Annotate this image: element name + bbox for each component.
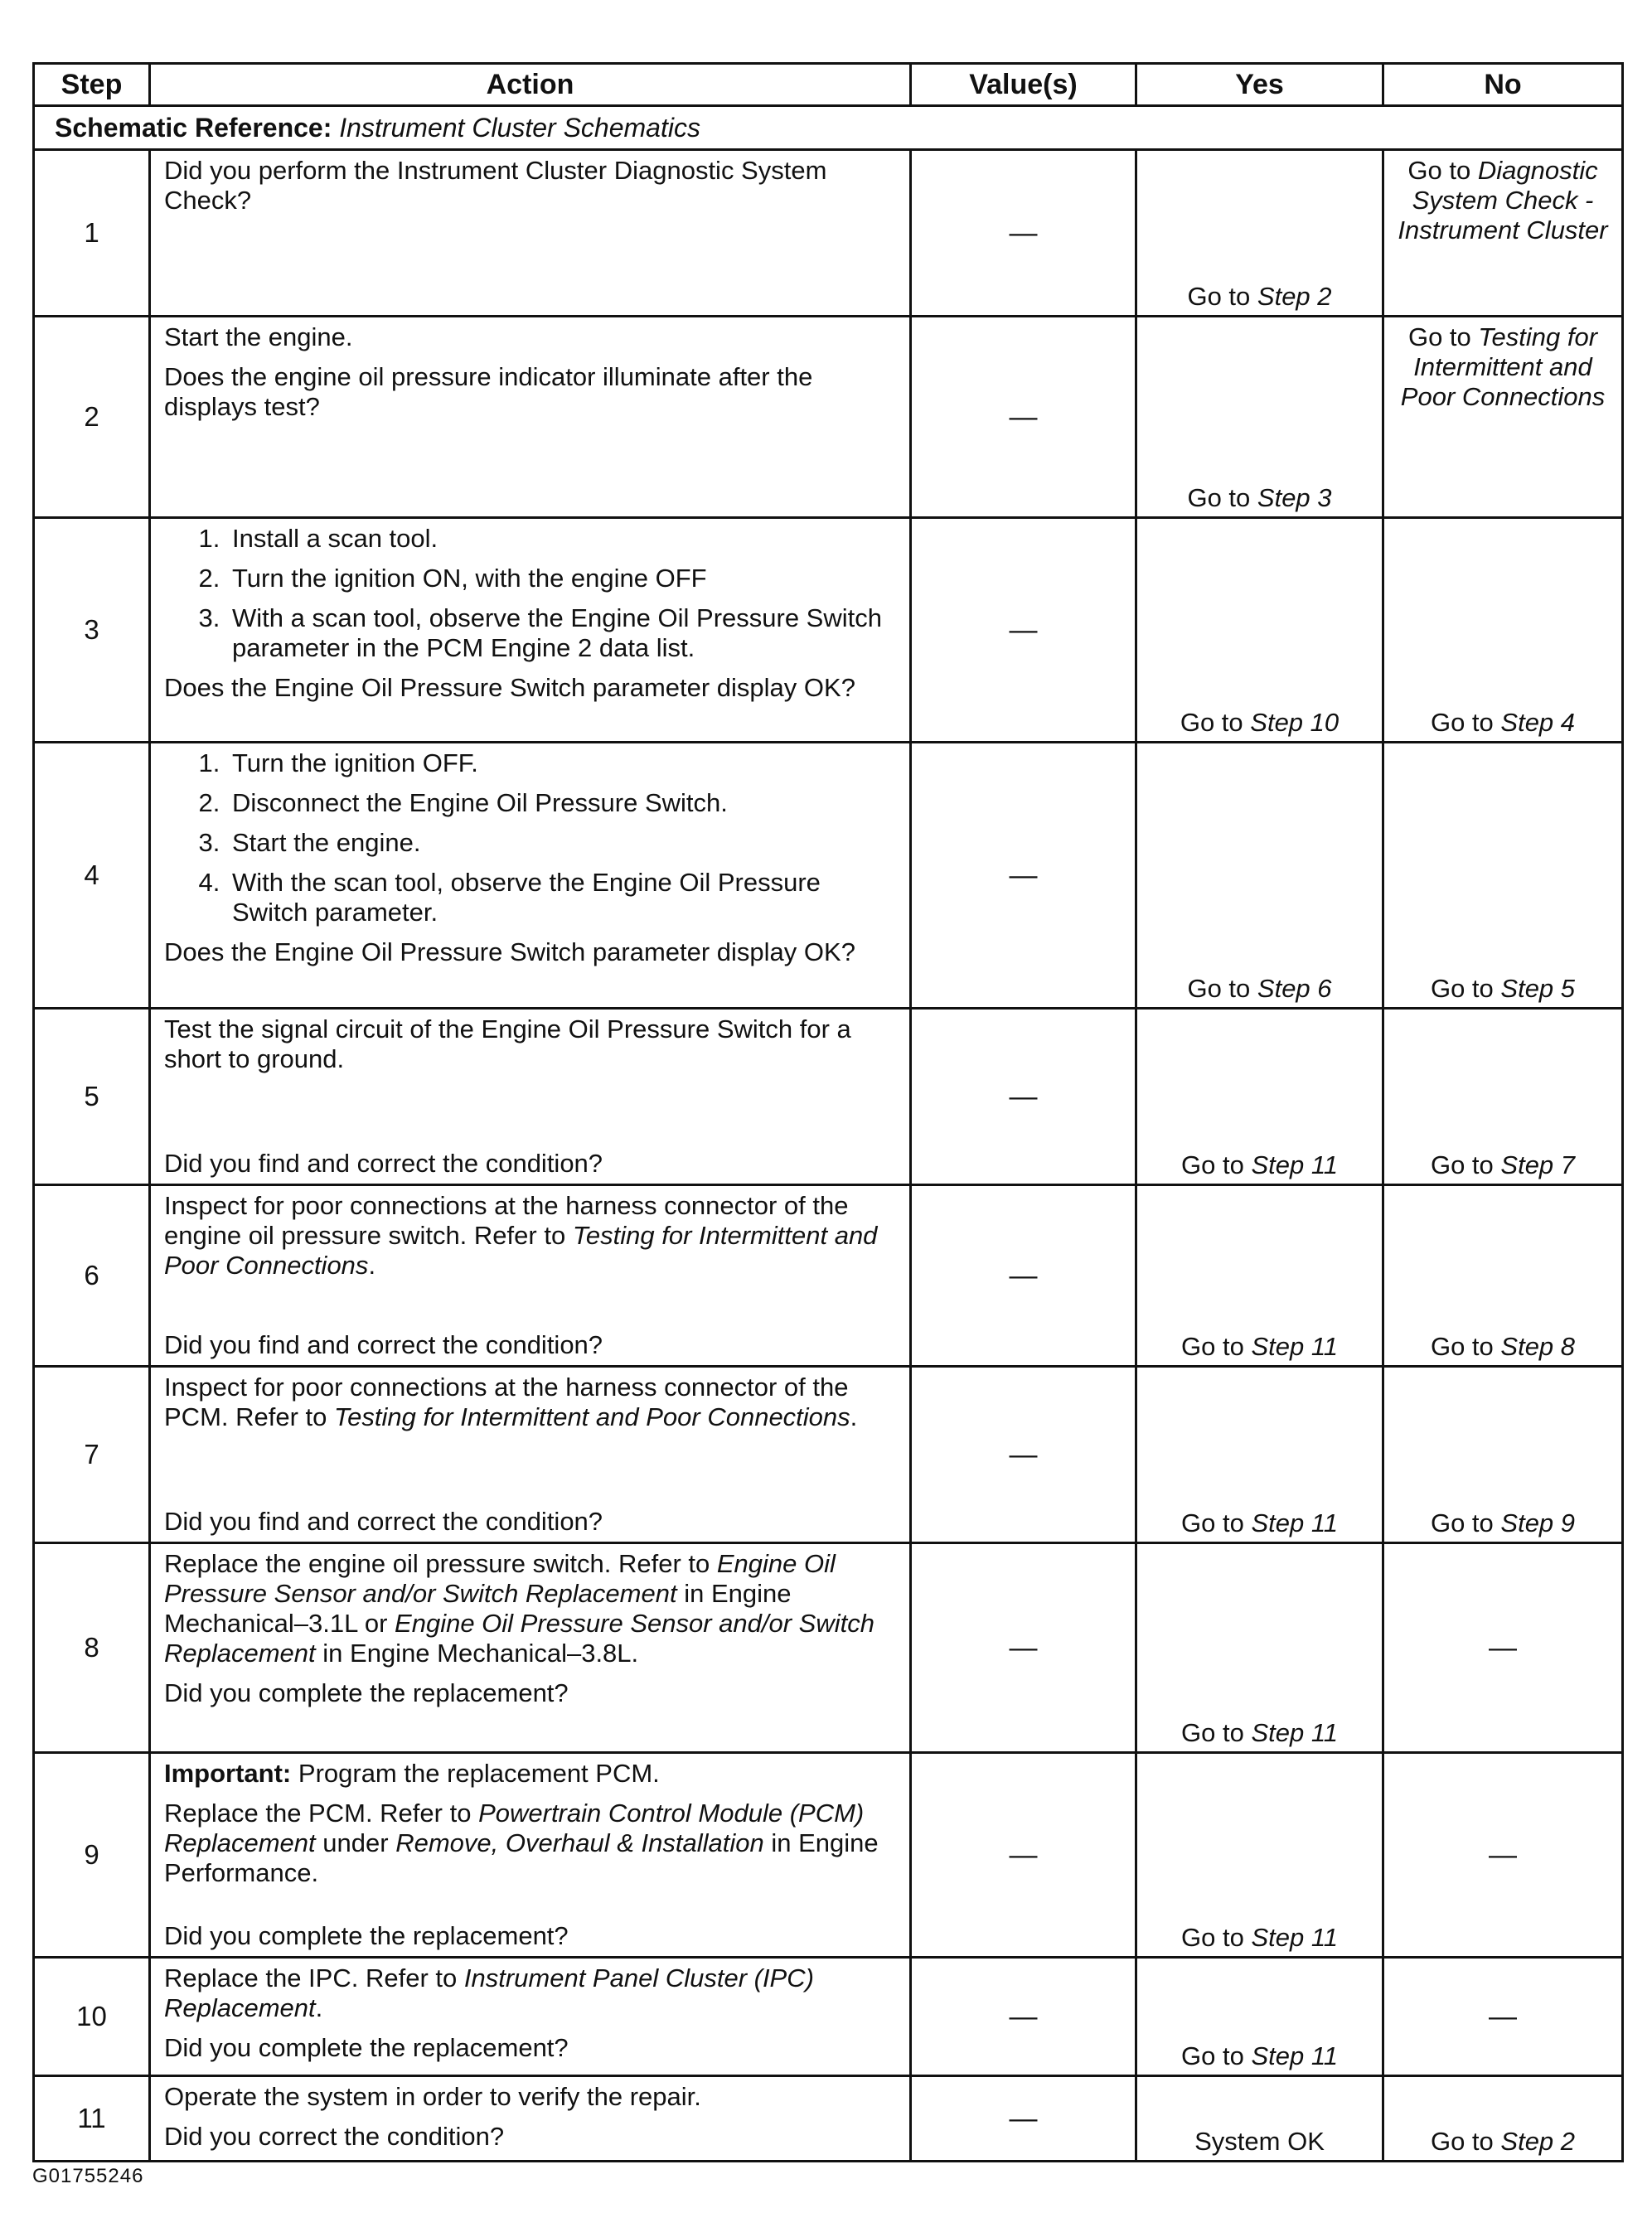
- value-cell: —: [911, 1958, 1136, 2076]
- schematic-reference-link[interactable]: Instrument Cluster Schematics: [339, 112, 700, 143]
- no-cell: [1383, 150, 1623, 317]
- action-text: Inspect for poor connections at the harness connector of the PCM. Refer to: [164, 1373, 849, 1431]
- table-row-step-3: [34, 518, 1623, 743]
- yes-cell: [1136, 1958, 1383, 2076]
- action-text: Inspect for poor connections at the harness connector of the engine oil pressure switch. Refer to: [164, 1191, 849, 1250]
- table-row-step-6: [34, 1185, 1623, 1367]
- action-steps-list: [164, 748, 898, 927]
- header-row: [34, 64, 1623, 106]
- yes-cell: [1136, 1009, 1383, 1185]
- action-cell: [150, 743, 911, 1009]
- action-cell: [150, 150, 911, 317]
- action-cell: [150, 518, 911, 743]
- action-question: Did you correct the condition?: [164, 2122, 505, 2151]
- action-cell: [150, 1367, 911, 1543]
- action-cell: [150, 1958, 911, 2076]
- action-reference-link[interactable]: Testing for Intermittent and Poor Connections: [334, 1402, 850, 1431]
- no-dash: —: [1489, 1839, 1517, 1871]
- no-prefix: Go to: [1430, 1508, 1494, 1537]
- no-dash: —: [1489, 1632, 1517, 1663]
- action-reference-link[interactable]: Testing for Intermittent and Poor Connections: [164, 1221, 878, 1280]
- value-cell: —: [911, 1009, 1136, 1185]
- action-cell: [150, 2076, 911, 2162]
- yes-target: Step 11: [1251, 1508, 1339, 1537]
- no-link[interactable]: [1388, 1508, 1618, 1538]
- action-question: Did you find and correct the condition?: [164, 1507, 603, 1536]
- action-text: .: [315, 1993, 323, 2022]
- yes-prefix: Go to: [1187, 483, 1251, 512]
- yes-prefix: Go to: [1180, 1923, 1244, 1952]
- yes-link[interactable]: [1141, 2041, 1378, 2071]
- action-text: in Engine Mechanical–3.1L or: [164, 1579, 792, 1638]
- yes-link[interactable]: [1141, 282, 1378, 312]
- no-target: Step 5: [1500, 974, 1576, 1003]
- yes-prefix: Go to: [1180, 708, 1243, 737]
- value-cell: —: [911, 150, 1136, 317]
- no-cell: [1383, 1753, 1623, 1958]
- no-cell: [1383, 743, 1623, 1009]
- yes-link[interactable]: [1141, 483, 1378, 513]
- action-instruction: [164, 1191, 898, 1281]
- action-important: [164, 1759, 898, 1789]
- no-prefix: Go to: [1430, 1332, 1494, 1361]
- yes-cell: [1136, 518, 1383, 743]
- action-reference-link[interactable]: Remove, Overhaul & Installation: [395, 1828, 764, 1857]
- value-cell: —: [911, 1543, 1136, 1753]
- yes-cell: [1136, 1543, 1383, 1753]
- no-link[interactable]: [1388, 156, 1618, 245]
- yes-target: Step 11: [1251, 1332, 1339, 1361]
- action-question: Did you complete the replacement?: [164, 1921, 569, 1950]
- schematic-reference: [34, 106, 1623, 150]
- yes-target: Step 3: [1257, 483, 1332, 512]
- yes-cell: [1136, 2076, 1383, 2162]
- no-link[interactable]: [1388, 322, 1618, 412]
- yes-cell: [1136, 1753, 1383, 1958]
- table-row-step-7: [34, 1367, 1623, 1543]
- no-prefix: Go to: [1430, 974, 1494, 1003]
- action-instruction: [164, 1963, 898, 2023]
- no-cell: [1383, 1367, 1623, 1543]
- yes-cell: [1136, 317, 1383, 518]
- value-cell: —: [911, 1753, 1136, 1958]
- no-target: Step 9: [1500, 1508, 1576, 1537]
- schematic-reference-row: [34, 106, 1623, 150]
- no-target: Diagnostic System Check - Instrument Cluster: [1398, 156, 1608, 245]
- no-cell: [1383, 1958, 1623, 2076]
- no-link[interactable]: [1388, 1150, 1618, 1180]
- header-no: No: [1383, 64, 1623, 106]
- action-cell: [150, 317, 911, 518]
- no-cell: [1383, 2076, 1623, 2162]
- action-text: under: [322, 1828, 389, 1857]
- table-row-step-10: [34, 1958, 1623, 2076]
- yes-link[interactable]: [1141, 1718, 1378, 1748]
- list-item: 1. Install a scan tool.: [227, 524, 898, 554]
- action-text: in Engine Performance.: [164, 1828, 879, 1887]
- action-question: Does the Engine Oil Pressure Switch parameter display OK?: [164, 673, 855, 702]
- action-reference-link[interactable]: Engine Oil Pressure Sensor and/or Switch Replacement: [164, 1549, 836, 1608]
- action-cell: [150, 1185, 911, 1367]
- yes-link[interactable]: [1141, 1150, 1378, 1180]
- yes-prefix: Go to: [1180, 1150, 1244, 1179]
- no-link[interactable]: [1388, 974, 1618, 1004]
- action-text: Replace the PCM. Refer to: [164, 1799, 472, 1828]
- action-question: Did you complete the replacement?: [164, 1678, 569, 1707]
- list-item: 2. Disconnect the Engine Oil Pressure Switch.: [227, 788, 898, 818]
- header-action: Action: [150, 64, 911, 106]
- yes-target: Step 2: [1257, 282, 1332, 311]
- table-row-step-5: [34, 1009, 1623, 1185]
- table-row-step-11: [34, 2076, 1623, 2162]
- table-row-step-4: [34, 743, 1623, 1009]
- action-question: Did you find and correct the condition?: [164, 1149, 603, 1178]
- yes-target: Step 6: [1257, 974, 1332, 1003]
- step-number: 4: [34, 743, 150, 1009]
- action-question: Did you complete the replacement?: [164, 2033, 569, 2062]
- no-prefix: Go to: [1430, 1150, 1494, 1179]
- list-item: 4. With the scan tool, observe the Engine Oil Pressure Switch parameter.: [227, 868, 898, 927]
- figure-id: G01755246: [32, 2165, 144, 2187]
- step-number: 11: [34, 2076, 150, 2162]
- yes-link[interactable]: [1141, 1923, 1378, 1953]
- action-cell: [150, 1009, 911, 1185]
- yes-cell: [1136, 150, 1383, 317]
- action-intro: Operate the system in order to verify the repair.: [164, 2082, 701, 2111]
- step-number: 2: [34, 317, 150, 518]
- action-intro: Start the engine.: [164, 322, 353, 351]
- yes-link[interactable]: [1141, 974, 1378, 1004]
- list-item: 3. With a scan tool, observe the Engine Oil Pressure Switch parameter in the PCM Engine 2 data list.: [227, 603, 898, 663]
- no-dash: —: [1489, 2001, 1517, 2032]
- header-values: Value(s): [911, 64, 1136, 106]
- yes-prefix: Go to: [1180, 1332, 1244, 1361]
- important-label: Important:: [164, 1759, 292, 1788]
- action-reference-link[interactable]: Powertrain Control Module (PCM) Replacement: [164, 1799, 865, 1857]
- value-cell: —: [911, 1185, 1136, 1367]
- table-row-step-8: [34, 1543, 1623, 1753]
- value-cell: —: [911, 518, 1136, 743]
- yes-target: Step 11: [1251, 1150, 1339, 1179]
- header-yes: Yes: [1136, 64, 1383, 106]
- table-row-step-9: [34, 1753, 1623, 1958]
- no-prefix: Go to: [1430, 708, 1494, 737]
- step-number: 6: [34, 1185, 150, 1367]
- no-cell: [1383, 1185, 1623, 1367]
- step-number: 7: [34, 1367, 150, 1543]
- yes-prefix: Go to: [1187, 282, 1251, 311]
- step-number: 5: [34, 1009, 150, 1185]
- no-target: Step 2: [1500, 2127, 1576, 2156]
- yes-cell: [1136, 743, 1383, 1009]
- list-item: 1. Turn the ignition OFF.: [227, 748, 898, 778]
- action-question: Did you perform the Instrument Cluster Diagnostic System Check?: [164, 156, 827, 215]
- yes-cell: [1136, 1185, 1383, 1367]
- no-link[interactable]: [1388, 2127, 1618, 2157]
- action-cell: [150, 1543, 911, 1753]
- no-target: Step 4: [1500, 708, 1576, 737]
- yes-link[interactable]: [1141, 1508, 1378, 1538]
- action-reference-link[interactable]: Instrument Panel Cluster (IPC) Replacement: [164, 1963, 814, 2022]
- action-question: Did you find and correct the condition?: [164, 1330, 603, 1359]
- yes-target: Step 11: [1251, 1923, 1339, 1952]
- action-intro: Test the signal circuit of the Engine Oil Pressure Switch for a short to ground.: [164, 1014, 851, 1073]
- no-prefix: Go to: [1407, 322, 1471, 351]
- no-prefix: Go to: [1430, 2127, 1494, 2156]
- yes-target: Step 10: [1250, 708, 1340, 737]
- yes-prefix: Go to: [1180, 2041, 1244, 2070]
- yes-prefix: Go to: [1187, 974, 1251, 1003]
- no-prefix: Go to: [1407, 156, 1471, 185]
- action-text: Replace the IPC. Refer to: [164, 1963, 458, 1992]
- yes-target: Step 11: [1251, 1718, 1339, 1747]
- list-item: 2. Turn the ignition ON, with the engine OFF: [227, 564, 898, 593]
- action-question: Does the engine oil pressure indicator illuminate after the displays test?: [164, 362, 813, 421]
- action-instruction: [164, 1549, 898, 1668]
- value-cell: —: [911, 1367, 1136, 1543]
- step-number: 9: [34, 1753, 150, 1958]
- action-instruction: [164, 1799, 898, 1888]
- action-cell: [150, 1753, 911, 1958]
- value-cell: —: [911, 2076, 1136, 2162]
- no-link[interactable]: [1388, 1332, 1618, 1362]
- yes-link[interactable]: [1141, 708, 1378, 738]
- no-cell: [1383, 1543, 1623, 1753]
- action-text: in Engine Mechanical–3.8L.: [322, 1639, 639, 1668]
- no-target: Testing for Intermittent and Poor Connections: [1400, 322, 1606, 411]
- no-target: Step 7: [1500, 1150, 1576, 1179]
- action-text: .: [368, 1251, 376, 1280]
- table-row-step-1: [34, 150, 1623, 317]
- table-row-step-2: [34, 317, 1623, 518]
- yes-link[interactable]: [1141, 1332, 1378, 1362]
- no-cell: [1383, 317, 1623, 518]
- no-cell: [1383, 1009, 1623, 1185]
- action-instruction: [164, 1373, 898, 1432]
- schematic-reference-label: Schematic Reference:: [55, 112, 332, 143]
- no-cell: [1383, 518, 1623, 743]
- value-cell: —: [911, 317, 1136, 518]
- action-text: Replace the engine oil pressure switch. Refer to: [164, 1549, 710, 1578]
- action-reference-link[interactable]: Engine Oil Pressure Sensor and/or Switch Replacement: [164, 1609, 874, 1668]
- action-steps-list: [164, 524, 898, 663]
- step-number: 1: [34, 150, 150, 317]
- yes-cell: [1136, 1367, 1383, 1543]
- step-number: 8: [34, 1543, 150, 1753]
- list-item: 3. Start the engine.: [227, 828, 898, 858]
- action-text: .: [850, 1402, 858, 1431]
- step-number: 10: [34, 1958, 150, 2076]
- step-number: 3: [34, 518, 150, 743]
- yes-result: System OK: [1194, 2127, 1325, 2156]
- no-target: Step 8: [1500, 1332, 1576, 1361]
- diagnostic-table: [32, 62, 1624, 2162]
- value-cell: —: [911, 743, 1136, 1009]
- yes-prefix: Go to: [1180, 1718, 1244, 1747]
- no-link[interactable]: [1388, 708, 1618, 738]
- action-question: Does the Engine Oil Pressure Switch parameter display OK?: [164, 937, 855, 966]
- yes-prefix: Go to: [1180, 1508, 1244, 1537]
- important-text: Program the replacement PCM.: [298, 1759, 660, 1788]
- yes-target: Step 11: [1251, 2041, 1339, 2070]
- header-step: Step: [34, 64, 150, 106]
